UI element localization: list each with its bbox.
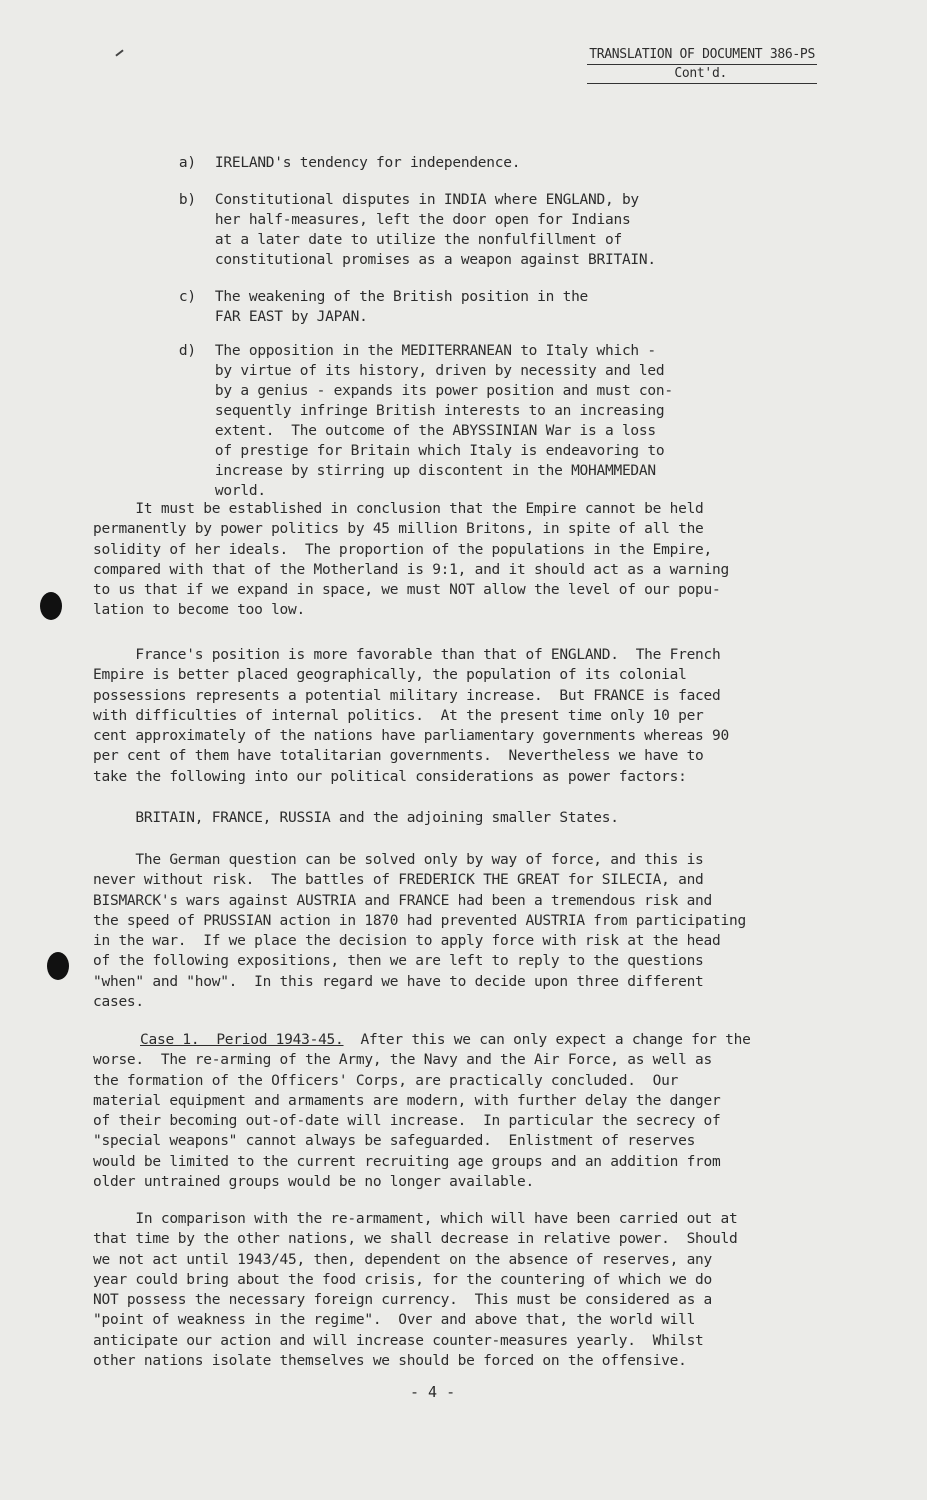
case-1-body: worse. The re-arming of the Army, the Navy and the Air Force, as well as the formation of the Officers' Corps, are practically concluded. Our material equipment and armaments are modern, with further delay the danger of their becoming out-of-date will increase. In particular the secrecy of "special weapons" cannot always be safeguarded. Enlistment of reserves would be limited to the current recruiting age groups and an addition from older untrained groups would be no longer available. <box>93 1052 721 1191</box>
paragraph-empire: It must be established in conclusion that the Empire cannot be held permanently by power politics by 45 million Britons, in spite of all the solidity of her ideals. The proportion of the populations in the Empire, compared with that of the Motherland is 9:1, and it should act as a warning to us that if we expand in space, we must NOT allow the level of our popu- lation to become too low. <box>93 501 729 619</box>
page-number: - 4 - <box>410 1383 456 1401</box>
case-1-first-line: After this we can only expect a change for the <box>343 1032 751 1048</box>
punch-hole-icon <box>47 952 69 980</box>
list-item-text: IRELAND's tendency for independence. <box>214 155 521 171</box>
header-title: TRANSLATION OF DOCUMENT 386-PS <box>587 46 817 65</box>
list-item-label: d) <box>178 343 196 359</box>
pen-mark <box>115 49 123 56</box>
punch-hole-icon <box>40 592 62 620</box>
list-item-text: Constitutional disputes in INDIA where ENGLAND, by her half-measures, left the door open for Indians at a later date to utilize the nonfulfillment of constitutional promises as a weapon against BRITAIN. <box>214 192 656 268</box>
paragraph-france: France's position is more favorable than that of ENGLAND. The French Empire is better placed geographically, the population of its colonial possessions represents a potential military increase. But FRANCE is faced with difficulties of internal politics. At the present time only 10 per cent approximately of the nations have parliamentary governments whereas 90 per cent of them have totalitarian governments. Nevertheless we have to take the following into our political considerations as power factors: <box>93 647 729 785</box>
paragraph-german-question: The German question can be solved only by way of force, and this is never without risk. The battles of FREDERICK THE GREAT for SILECIA, and BISMARCK's wars against AUSTRIA and FRANCE had been a tremendous risk and the speed of PRUSSIAN action in 1870 had prevented AUSTRIA from participating in the war. If we place the decision to apply force with risk at the head of the following expositions, then we are left to reply to the questions "when" and "how". In this regard we have to decide upon three different cases. <box>93 852 746 1011</box>
list-item-label: c) <box>178 289 196 305</box>
list-item-text: The weakening of the British position in the FAR EAST by JAPAN. <box>214 289 589 325</box>
list-item-label: b) <box>178 192 196 208</box>
paragraph-case-1 <box>93 1030 853 1192</box>
header-continued: Cont'd. <box>587 65 817 84</box>
document-header <box>587 46 817 84</box>
list-item-d <box>145 321 673 521</box>
case-1-heading: Case 1. Period 1943-45. <box>140 1032 344 1048</box>
paragraph-power-factors: BRITAIN, FRANCE, RUSSIA and the adjoining smaller States. <box>93 810 619 826</box>
paragraph-comparison: In comparison with the re-armament, which will have been carried out at that time by the other nations, we shall decrease in relative power. Should we not act until 1943/45, then, dependent on the absence of reserves, any year could bring about the food crisis, for the countering of which we do NOT possess the necessary foreign currency. This must be considered as a "point of weakness in the regime". Over and above that, the world will anticipate our action and will increase counter-measures yearly. Whilst other nations isolate themselves we should be forced on the offensive. <box>93 1211 738 1370</box>
list-item-text: The opposition in the MEDITERRANEAN to Italy which - by virtue of its history, driven by necessity and led by a genius - expands its power position and must con- sequently infringe British interests to an increasing extent. The outcome of the ABYSSINIAN War is a loss of prestige for Britain which Italy is endeavoring to increase by stirring up discontent in the MOHAMMEDAN world. <box>214 343 673 499</box>
list-item-label: a) <box>178 155 196 171</box>
